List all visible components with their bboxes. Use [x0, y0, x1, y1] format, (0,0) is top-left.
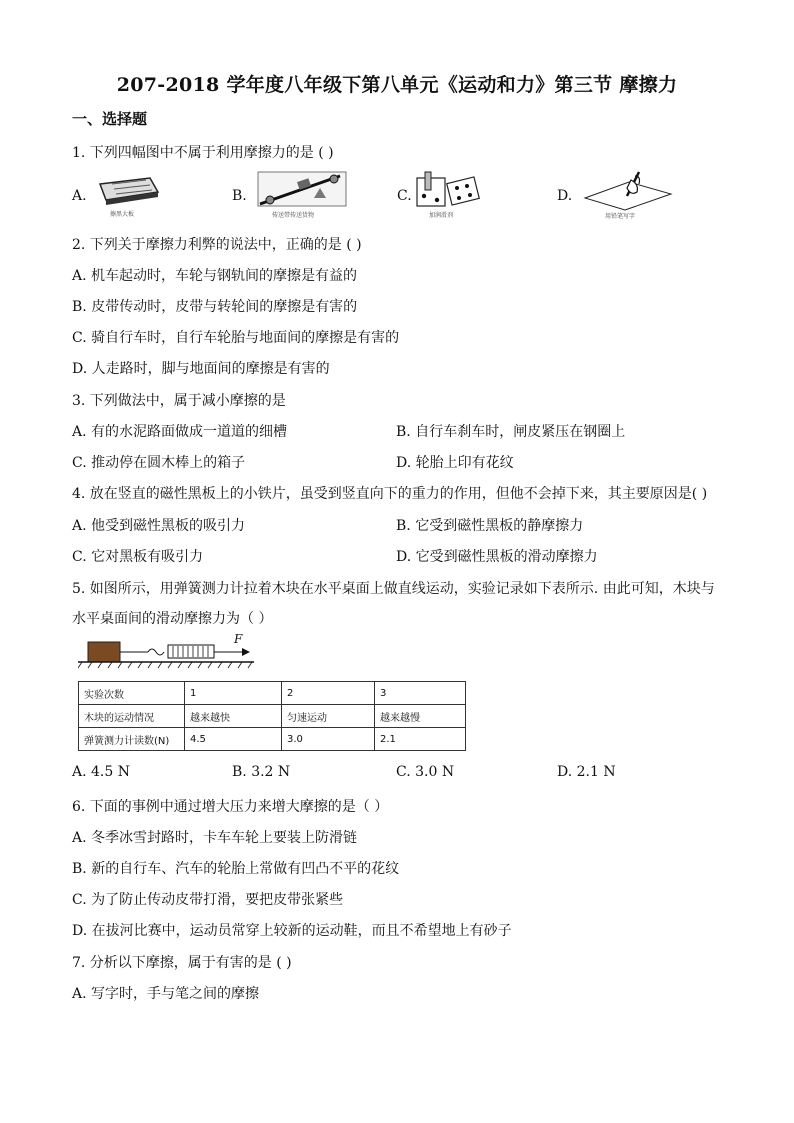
question-4-option-c: C. 它对黑板有吸引力 [72, 549, 204, 565]
question-3-stem: 3. 下列做法中，属于减小摩擦的是 [72, 393, 286, 409]
experiment-table [78, 681, 466, 751]
question-4-option-a: A. 他受到磁性黑板的吸引力 [72, 518, 246, 534]
question-1-stem: 1. 下列四幅图中不属于利用摩擦力的是 ( ) [72, 145, 334, 161]
option-b-caption: 传送带传送货物 [272, 212, 315, 219]
option-a-caption: 擦黑大板 [110, 211, 135, 218]
table-row [79, 705, 466, 728]
question-4-option-d: D. 它受到磁性黑板的滑动摩擦力 [396, 549, 598, 565]
question-3-option-a: A. 有的水泥路面做成一道道的细槽 [72, 424, 288, 440]
table-row [79, 728, 466, 751]
option-b-letter: B. [232, 188, 247, 204]
table-cell: 2.1 [375, 728, 466, 751]
question-6-stem: 6. 下面的事例中通过增大压力来增大摩擦的是（ ） [72, 799, 389, 815]
table-cell: 2 [282, 682, 375, 705]
question-6-option-d: D. 在拔河比赛中，运动员常穿上较新的运动鞋，而且不希望地上有砂子 [72, 923, 512, 939]
option-b [232, 170, 362, 222]
spring-scale-block-diagram [78, 632, 258, 672]
question-2-option-c: C. 骑自行车时，自行车轮胎与地面间的摩擦是有害的 [72, 330, 400, 346]
question-6-option-c: C. 为了防止传动皮带打滑，要把皮带张紧些 [72, 892, 344, 908]
option-d-letter: D. [557, 188, 573, 204]
table-cell: 实验次数 [79, 682, 185, 705]
question-3-option-b: B. 自行车刹车时，闸皮紧压在钢圈上 [396, 424, 626, 440]
table-cell: 越来越快 [185, 705, 282, 728]
table-cell: 木块的运动情况 [79, 705, 185, 728]
question-2-stem: 2. 下列关于摩擦力利弊的说法中，正确的是 ( ) [72, 237, 362, 253]
option-a-letter: A. [72, 188, 87, 204]
question-5-stem-line-1: 5. 如图所示，用弹簧测力计拉着木块在水平桌面上做直线运动，实验记录如下表所示. 由此可知，木块与 [72, 581, 715, 597]
question-6-option-b: B. 新的自行车、汽车的轮胎上常做有凹凸不平的花纹 [72, 861, 400, 877]
table-cell: 1 [185, 682, 282, 705]
question-2-option-b: B. 皮带传动时，皮带与转轮间的摩擦是有害的 [72, 299, 358, 315]
option-c-caption: 加润滑剂 [429, 212, 454, 219]
option-a [72, 170, 192, 222]
force-label: F [234, 632, 243, 646]
table-cell: 越来越慢 [375, 705, 466, 728]
question-5-option-d: D. 2.1 N [557, 764, 616, 780]
option-c-letter: C. [397, 188, 412, 204]
question-1-picture-options [72, 170, 722, 222]
table-cell: 匀速运动 [282, 705, 375, 728]
table-cell: 3.0 [282, 728, 375, 751]
question-7-stem: 7. 分析以下摩擦，属于有害的是 ( ) [72, 955, 292, 971]
conveyor-belt-picture [254, 170, 354, 220]
table-cell: 弹簧测力计读数(N) [79, 728, 185, 751]
question-3-option-c: C. 推动停在圆木棒上的箱子 [72, 455, 246, 471]
table-row [79, 682, 466, 705]
question-4-option-b: B. 它受到磁性黑板的静摩擦力 [396, 518, 584, 534]
lubricant-picture [415, 170, 495, 220]
section-heading: 一、选择题 [72, 110, 148, 128]
pencil-writing-picture [579, 170, 679, 220]
question-5-option-a: A. 4.5 N [72, 764, 130, 780]
question-2-option-d: D. 人走路时，脚与地面间的摩擦是有害的 [72, 361, 330, 377]
question-5-option-b: B. 3.2 N [232, 764, 291, 780]
table-cell: 3 [375, 682, 466, 705]
option-d-caption: 用铅笔写字 [605, 213, 636, 220]
option-d [557, 170, 697, 222]
page-title: 207-2018 学年度八年级下第八单元《运动和力》第三节 摩擦力 [116, 74, 678, 96]
blackboard-eraser-picture [92, 170, 162, 220]
option-c [397, 170, 507, 222]
question-3-option-d: D. 轮胎上印有花纹 [396, 455, 514, 471]
question-6-option-a: A. 冬季冰雪封路时，卡车车轮上要装上防滑链 [72, 830, 358, 846]
table-cell: 4.5 [185, 728, 282, 751]
question-5-stem-line-2: 水平桌面间的滑动摩擦力为（ ） [72, 611, 273, 627]
question-7-option-a: A. 写字时，手与笔之间的摩擦 [72, 986, 260, 1002]
question-5-option-c: C. 3.0 N [396, 764, 455, 780]
question-2-option-a: A. 机车起动时，车轮与钢轨间的摩擦是有益的 [72, 268, 358, 284]
question-4-stem: 4. 放在竖直的磁性黑板上的小铁片，虽受到竖直向下的重力的作用，但他不会掉下来，其主要原因是( ) [72, 486, 708, 502]
